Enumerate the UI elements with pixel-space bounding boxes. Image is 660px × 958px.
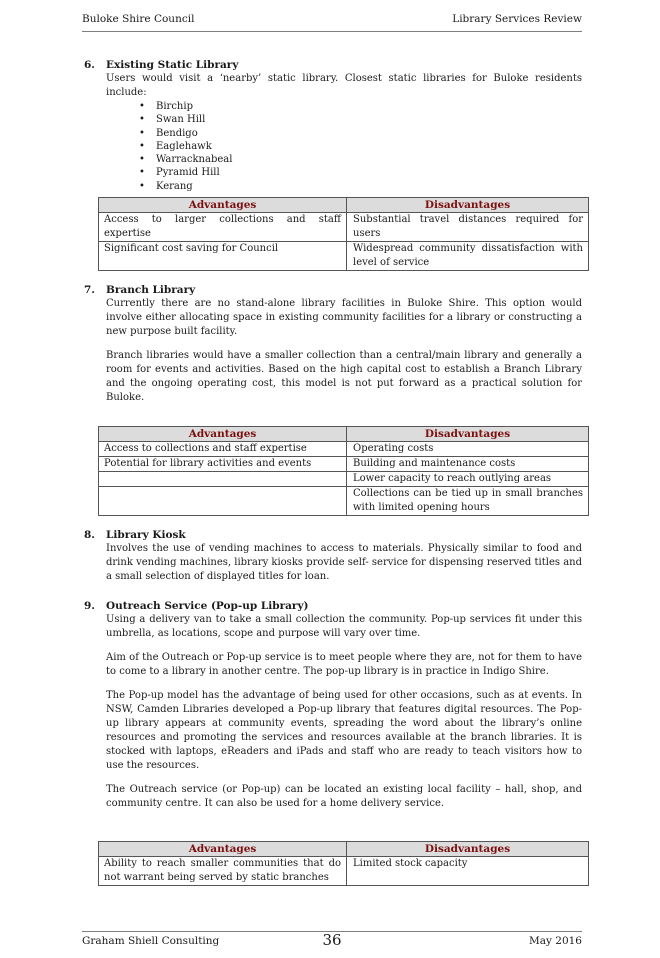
disadvantage-cell: Collections can be tied up in small branches with limited opening hours bbox=[347, 487, 589, 516]
table-row bbox=[99, 457, 589, 472]
table-header-row bbox=[99, 842, 589, 857]
advantage-cell: Potential for library activities and events bbox=[99, 457, 347, 472]
table-header-row bbox=[99, 427, 589, 442]
list-item: • Pyramid Hill bbox=[156, 166, 582, 179]
section-outreach-service bbox=[84, 599, 582, 811]
page-footer bbox=[82, 931, 582, 952]
table-row bbox=[99, 857, 589, 886]
paragraph: Involves the use of vending machines to access to materials. Physically similar to food and drink vending machines, library kiosks provide self- service for dispensing reserved titles and a small selection of displayed titles for loan. bbox=[106, 543, 582, 582]
section-number: 8. bbox=[84, 529, 95, 541]
disadvantage-cell: Widespread community dissatisfaction with level of service bbox=[347, 242, 589, 271]
paragraph: Aim of the Outreach or Pop-up service is to meet people where they are, not for them to have to come to a library in another centre. The pop-up library is in practice in Indigo Shire. bbox=[106, 652, 582, 677]
section-number: 6. bbox=[84, 59, 95, 71]
page-header bbox=[82, 13, 582, 32]
paragraph: Branch libraries would have a smaller collection than a central/main library and generally a room for events and activities. Based on the high capital cost to establish a Branch Library and the ongoing operating cost, this model is not put forward as a practical solution for Buloke. bbox=[106, 350, 582, 403]
disadvantage-cell: Lower capacity to reach outlying areas bbox=[347, 472, 589, 487]
disadvantage-cell: Building and maintenance costs bbox=[347, 457, 589, 472]
advantage-cell bbox=[99, 487, 347, 516]
paragraph: The Pop-up model has the advantage of being used for other occasions, such as at events. In NSW, Camden Libraries developed a Pop-up library that features digital resources. The Pop-up library appears at community events, spreading the word about the library’s online resources and promoting the services and resources available at the branch libraries. It is stocked with laptops, eReaders and iPads and staff who are ready to teach visitors how to use the resources. bbox=[106, 690, 582, 771]
advantages-header: Advantages bbox=[99, 427, 347, 442]
section-title: Branch Library bbox=[106, 284, 196, 296]
section-number: 9. bbox=[84, 600, 95, 612]
disadvantages-header: Disadvantages bbox=[347, 427, 589, 442]
table-row bbox=[99, 213, 589, 242]
outreach-service-table bbox=[98, 841, 589, 886]
advantages-header: Advantages bbox=[99, 198, 347, 213]
section-branch-library bbox=[84, 283, 582, 405]
section-heading bbox=[84, 283, 582, 297]
section-library-kiosk bbox=[84, 528, 582, 584]
table-row bbox=[99, 487, 589, 516]
footer-author: Graham Shiell Consulting bbox=[82, 935, 220, 947]
table-row bbox=[99, 242, 589, 271]
table-row bbox=[99, 442, 589, 457]
advantage-cell: Ability to reach smaller communities that do not warrant being served by static branches bbox=[99, 857, 347, 886]
section-number: 7. bbox=[84, 284, 95, 296]
advantages-header: Advantages bbox=[99, 842, 347, 857]
header-organization: Buloke Shire Council bbox=[82, 13, 195, 25]
section-title: Existing Static Library bbox=[106, 59, 239, 71]
list-item: • Eaglehawk bbox=[156, 140, 582, 153]
paragraph: The Outreach service (or Pop-up) can be located an existing local facility – hall, shop, and community centre. It can also be used for a home delivery service. bbox=[106, 784, 582, 809]
section-existing-static-library bbox=[84, 58, 582, 193]
advantage-cell bbox=[99, 472, 347, 487]
paragraph: Currently there are no stand-alone library facilities in Buloke Shire. This option would involve either allocating space in existing community facilities for a library or constructing a new purpose built facility. bbox=[106, 298, 582, 337]
disadvantages-header: Disadvantages bbox=[347, 842, 589, 857]
list-item: • Warracknabeal bbox=[156, 153, 582, 166]
header-document-title: Library Services Review bbox=[452, 13, 582, 25]
advantage-cell: Access to larger collections and staff expertise bbox=[99, 213, 347, 242]
table-header-row bbox=[99, 198, 589, 213]
library-list bbox=[84, 100, 582, 193]
branch-library-table bbox=[98, 426, 589, 516]
section-heading bbox=[84, 58, 582, 72]
page-number: 36 bbox=[322, 931, 342, 949]
disadvantages-header: Disadvantages bbox=[347, 198, 589, 213]
section-title: Outreach Service (Pop-up Library) bbox=[106, 600, 309, 612]
list-item: • Kerang bbox=[156, 180, 582, 193]
paragraph: Using a delivery van to take a small collection the community. Pop-up services fit under this umbrella, as locations, scope and purpose will vary over time. bbox=[106, 614, 582, 639]
disadvantage-cell: Limited stock capacity bbox=[347, 857, 589, 886]
list-item: • Swan Hill bbox=[156, 113, 582, 126]
list-item: • Bendigo bbox=[156, 127, 582, 140]
table-row bbox=[99, 472, 589, 487]
section-title: Library Kiosk bbox=[106, 529, 186, 541]
advantage-cell: Significant cost saving for Council bbox=[99, 242, 347, 271]
section-heading bbox=[84, 528, 582, 542]
disadvantage-cell: Operating costs bbox=[347, 442, 589, 457]
section-heading bbox=[84, 599, 582, 613]
list-item: • Birchip bbox=[156, 100, 582, 113]
static-library-table bbox=[98, 197, 589, 271]
footer-date: May 2016 bbox=[528, 935, 582, 947]
section-intro: Users would visit a ‘nearby’ static library. Closest static libraries for Buloke residents include: bbox=[106, 73, 582, 98]
disadvantage-cell: Substantial travel distances required for users bbox=[347, 213, 589, 242]
advantage-cell: Access to collections and staff expertise bbox=[99, 442, 347, 457]
